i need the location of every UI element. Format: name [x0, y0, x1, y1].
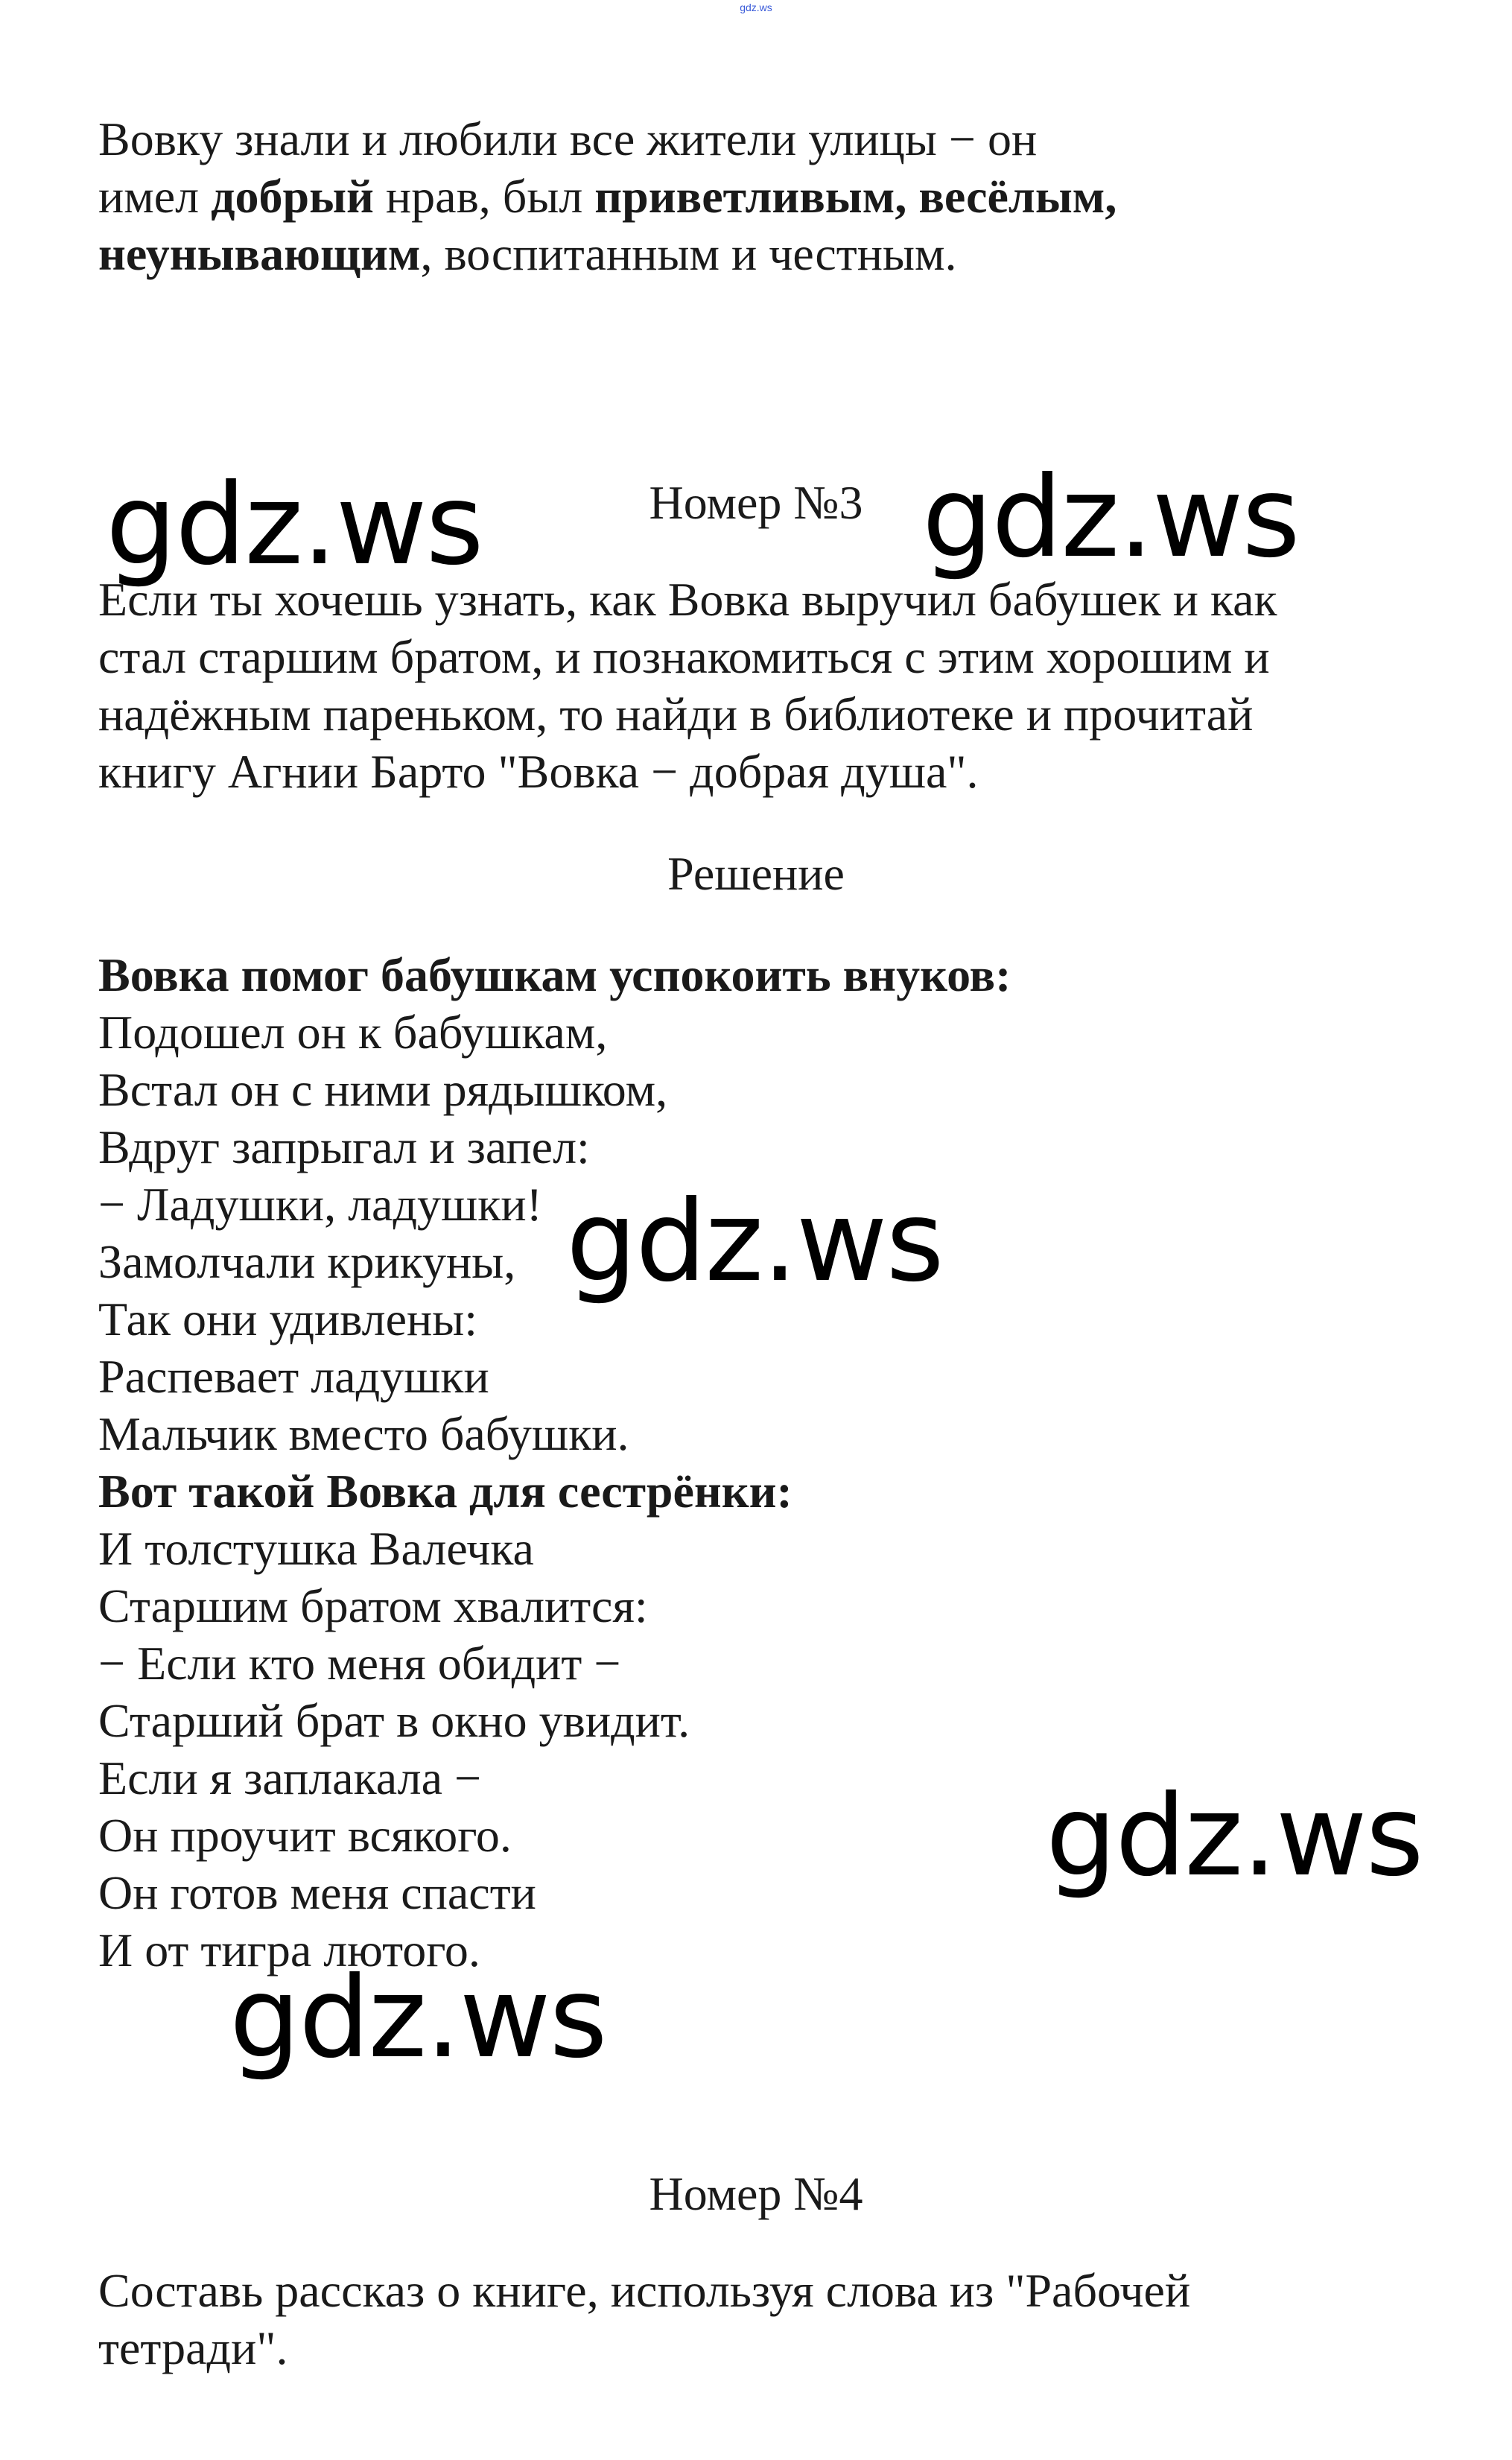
- poem-line: Так они удивлены:: [98, 1293, 478, 1345]
- task3-text: [98, 571, 1409, 800]
- task3-line: Если ты хочешь узнать, как Вовка выручил бабушек и как: [98, 573, 1277, 626]
- task4-line: Составь рассказ о книге, используя слова из "Рабочей: [98, 2264, 1191, 2317]
- poem-line: Старшим братом хвалится:: [98, 1579, 648, 1632]
- task3-line: надёжным пареньком, то найди в библиотеке и прочитай: [98, 688, 1254, 741]
- site-tag[interactable]: gdz.ws: [740, 1, 772, 13]
- poem-line: Он проучит всякого.: [98, 1809, 512, 1862]
- poem-line: И толстушка Валечка: [98, 1522, 534, 1575]
- solution-part2-title: Вот такой Вовка для сестрёнки:: [98, 1465, 792, 1518]
- poem-line: Распевает ладушки: [98, 1350, 489, 1403]
- task4-text: [98, 2262, 1409, 2377]
- poem-line: Мальчик вместо бабушки.: [98, 1407, 629, 1460]
- poem-line: Замолчали крикуны,: [98, 1235, 516, 1288]
- poem-line: Встал он с ними рядышком,: [98, 1063, 668, 1116]
- solution-part1-title: Вовка помог бабушкам успокоить внуков:: [98, 948, 1011, 1001]
- poem-line: Старший брат в окно увидит.: [98, 1694, 690, 1747]
- intro-line-2: имел добрый нрав, был приветливым, весёлым,: [98, 170, 1117, 223]
- poem-line: − Ладушки, ладушки!: [98, 1178, 542, 1231]
- poem-line: Вдруг запрыгал и запел:: [98, 1120, 590, 1173]
- watermark: gdz.ws: [566, 1177, 943, 1307]
- watermark: gdz.ws: [922, 453, 1299, 583]
- watermark: gdz.ws: [229, 1953, 606, 2083]
- poem-line: Он готов меня спасти: [98, 1866, 536, 1919]
- watermark: gdz.ws: [106, 460, 483, 590]
- poem-line: Если я заплакала −: [98, 1752, 482, 1804]
- intro-line-3: неунывающим, воспитанным и честным.: [98, 227, 957, 280]
- task3-line: книгу Агнии Барто "Вовка − добрая душа".: [98, 745, 979, 798]
- task3-heading: Номер №3: [649, 476, 863, 529]
- intro-line-1: Вовку знали и любили все жители улицы − он: [98, 112, 1038, 165]
- solution-heading: Решение: [667, 847, 845, 900]
- intro-paragraph: [98, 110, 1409, 282]
- poem-line: И от тигра лютого.: [98, 1924, 480, 1976]
- poem-line: − Если кто меня обидит −: [98, 1637, 621, 1690]
- task4-line: тетради".: [98, 2321, 288, 2374]
- watermark: gdz.ws: [1046, 1772, 1423, 1901]
- poem-line: Подошел он к бабушкам,: [98, 1006, 608, 1059]
- task3-line: стал старшим братом, и познакомиться с этим хорошим и: [98, 630, 1270, 683]
- task4-heading: Номер №4: [649, 2167, 863, 2220]
